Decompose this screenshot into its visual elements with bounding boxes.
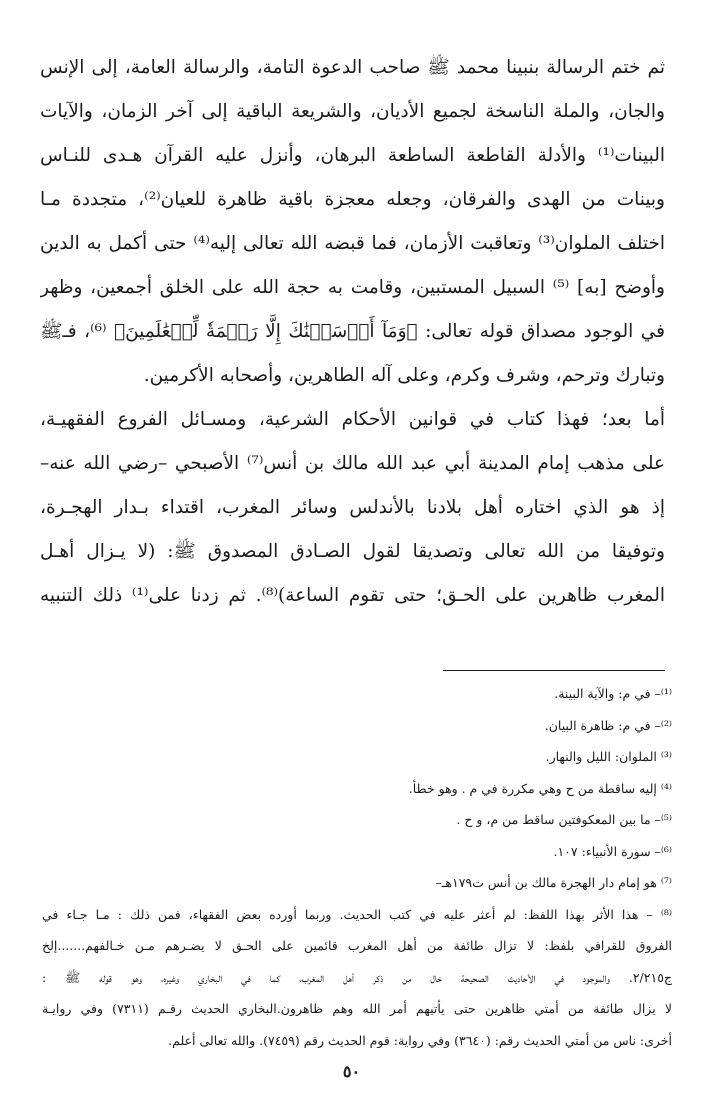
- main-text: [40, 46, 665, 618]
- text-line: المغرب ظاهرين على الحـق؛ حتى تقوم الساعة)⁽⁸⁾. ثم زدنا على⁽¹⁾ ذلك التنبيه: [40, 585, 665, 606]
- footnote-separator: [443, 670, 665, 671]
- footnote-8-line: ج٢/٢١٥. والموجود في الأحاديث الصحيحة خال من ذكر أهل المغرب، كما في البخاري وغيره، وهو قوله ﷺ :: [42, 969, 672, 985]
- footnote: ⁽⁵⁾– ما بين المعكوفتين ساقط من م، و ح .: [456, 812, 672, 827]
- text-line: إذ هو الذي اختاره أهل بلادنا بالأندلس وسائر المغرب، اقتداء بـدار الهجـرة،: [40, 497, 665, 518]
- text-line: وتوفيقا من الله تعالى وتصديقا لقول الصـادق المصدوق ﷺ: (لا يـزال أهـل: [40, 541, 665, 562]
- text-line: وتبارك وترحم، وشرف وكرم، وعلى آله الطاهرين، وأصحابه الأكرمين.: [143, 365, 665, 386]
- footnote: ⁽²⁾– في م: ظاهرة البيان.: [544, 717, 672, 733]
- footnote: ⁽⁴⁾ إليه ساقطة من ح وهي مكررة في م . وهو خطأ.: [408, 780, 672, 796]
- footnote-8-line: الفروق للقرافي بلفظ: لا تزال طائفة من أهل المغرب قائمين على الحـق لا يضـرهم مـن خـالفهم.......إلخ: [42, 938, 672, 953]
- footnote: ⁽¹⁾– في م: والآية البينة.: [554, 686, 672, 701]
- footnote-8-line: ⁽⁸⁾ – هذا الأثر بهذا اللفظ: لم أعثر عليه في كتب الحديث. وربما أورده بعض الفقهاء، فمن ذلك : مـا جـاء في: [42, 906, 672, 922]
- text-line: وبينات من الهدى والفرقان، وجعله معجزة باقية ظاهرة للعيان⁽²⁾، متجددة مـا: [40, 189, 665, 210]
- footnote-8-line: لا يزال طائفة من أمتي ظاهرين حتى يأتيهم أمر الله وهم ظاهرون.البخاري الحديث رقـم (٧٣١١) وفي روايـة: [42, 1001, 672, 1016]
- text-line: على مذهب إمام المدينة أبي عبد الله مالك بن أنس⁽⁷⁾ الأصبحي –رضي الله عنه–: [40, 453, 665, 474]
- text-line: في الوجود مصداق قوله تعالى: ﴿وَمَآ أَرۡسَلۡنَٰكَ إِلَّا رَحۡمَةٗ لِّلۡعَٰلَمِينَ﴾ ⁽⁶⁾، فـﷺ: [40, 321, 665, 342]
- footnote-8-line: أخرى: ناس من أمتي الحديث رقم: (٣٦٤٠) وفي رواية: قوم الحديث رقم (٧٤٥٩). والله تعالى أعلم.: [168, 1032, 672, 1048]
- footnote: ⁽³⁾ الملوان: الليل والنهار.: [545, 749, 672, 764]
- text-line: ثم ختم الرسالة بنبينا محمد ﷺ صاحب الدعوة التامة، والرسالة العامة، إلى الإنس: [40, 57, 665, 78]
- text-line: أما بعد؛ فهذا كتاب في قوانين الأحكام الشرعية، ومسـائل الفروع الفقهيـة،: [40, 409, 665, 430]
- text-line: وأوضح [به] ⁽⁵⁾ السبيل المستبين، وقامت به حجة الله على الخلق أجمعين، وظهر: [40, 277, 665, 298]
- footnote: ⁽⁶⁾– سورة الأنبياء: ١٠٧.: [553, 843, 672, 859]
- text-line: والجان، والملة الناسخة لجميع الأديان، والشريعة الباقية إلى آخر الزمان، والآيات: [40, 101, 665, 122]
- text-line: البينات⁽¹⁾ والأدلة القاطعة الساطعة البرهان، وأنزل عليه القرآن هـدى للنـاس: [40, 145, 665, 166]
- text-line: اختلف الملوان⁽³⁾ وتعاقبت الأزمان، فما قبضه الله تعالى إليه⁽⁴⁾ حتى أكمل به الدين: [40, 233, 665, 254]
- footnotes: [42, 678, 672, 1056]
- page-number: ٥٠: [342, 1062, 361, 1081]
- footnote: ⁽⁷⁾ هو إمام دار الهجرة مالك بن أنس ت١٧٩هـ–: [435, 875, 672, 890]
